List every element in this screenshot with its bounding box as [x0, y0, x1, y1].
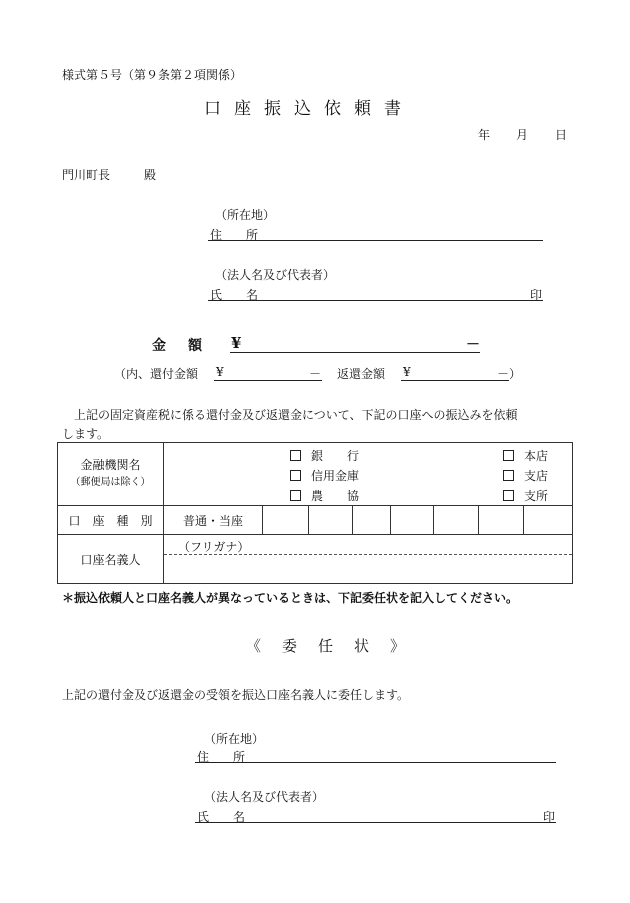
bank-name-label-cell	[58, 443, 164, 506]
checkbox-icon[interactable]	[290, 490, 301, 501]
proxy-name-field: 氏 名	[197, 810, 246, 824]
account-type-value[interactable]: 普通・当座	[164, 506, 263, 535]
account-number-digit[interactable]	[309, 506, 353, 535]
proxy-address-line[interactable]	[195, 762, 556, 763]
date-month: 月	[516, 128, 529, 142]
account-type-label: 口 座 種 別	[58, 506, 164, 535]
return-line[interactable]	[401, 380, 509, 381]
return-yen: ¥	[403, 365, 411, 379]
proxy-note: ＊振込依頼人と口座名義人が異なっているときは、下記委任状を記入してください。	[62, 591, 519, 605]
branch-type-option[interactable]: 本店	[503, 447, 548, 464]
amount-label: 金 額	[152, 338, 206, 354]
applicant-name-label: （法人名及び代表者）	[215, 268, 336, 282]
proxy-address-field: 住 所	[197, 750, 246, 764]
breakdown-open: （内、還付金額	[114, 367, 199, 381]
account-number-digit[interactable]	[353, 506, 391, 535]
bank-type-option[interactable]: 信用金庫	[290, 467, 359, 484]
checkbox-icon[interactable]	[503, 470, 514, 481]
bank-type-option[interactable]: 銀 行	[290, 447, 359, 464]
applicant-address-field: 住 所	[210, 228, 259, 242]
amount-line[interactable]	[230, 352, 480, 353]
applicant-name-line[interactable]	[208, 300, 543, 301]
applicant-name-field: 氏 名	[210, 288, 259, 302]
account-holder-cell[interactable]	[164, 535, 573, 584]
refund-line[interactable]	[214, 380, 322, 381]
request-text-2: します。	[62, 427, 110, 441]
addressee-name: 門川町長	[62, 168, 111, 182]
bank-name-label: 金融機関名	[80, 458, 141, 472]
return-label: 返還金額	[337, 367, 386, 381]
checkbox-icon[interactable]	[503, 450, 514, 461]
branch-type-option[interactable]: 支店	[503, 467, 548, 484]
amount-yen: ¥	[231, 334, 242, 352]
refund-yen: ¥	[216, 365, 224, 379]
account-number-digit[interactable]	[391, 506, 434, 535]
request-text-1: 上記の固定資産税に係る還付金及び返還金について、下記の口座への振込みを依頼	[74, 408, 518, 422]
proxy-name-line[interactable]	[195, 822, 556, 823]
checkbox-icon[interactable]	[290, 450, 301, 461]
applicant-seal: 印	[530, 288, 543, 302]
account-number-digit[interactable]	[434, 506, 479, 535]
bank-name-cell[interactable]	[164, 443, 573, 506]
proxy-seal: 印	[543, 810, 556, 824]
applicant-address-label: （所在地）	[215, 208, 276, 222]
account-holder-label: 口座名義人	[58, 535, 164, 584]
addressee-honorific: 殿	[144, 168, 157, 182]
bank-type-option[interactable]: 農 協	[290, 487, 359, 504]
account-number-digit[interactable]	[263, 506, 309, 535]
bank-name-note: （郵便局は除く）	[70, 477, 151, 488]
branch-type-option[interactable]: 支所	[503, 487, 548, 504]
applicant-address-line[interactable]	[208, 240, 543, 241]
date-day: 日	[555, 128, 568, 142]
proxy-title: 《 委 任 状 》	[246, 637, 409, 655]
document-title: 口座振込依頼書	[204, 99, 414, 119]
date-year: 年	[478, 128, 491, 142]
account-number-digit[interactable]	[524, 506, 573, 535]
return-end: －）	[497, 367, 522, 381]
checkbox-icon[interactable]	[290, 470, 301, 481]
furigana-divider	[164, 554, 572, 555]
refund-dash: －	[309, 367, 322, 381]
proxy-name-label: （法人名及び代表者）	[204, 790, 325, 804]
bank-account-table	[57, 442, 573, 584]
proxy-address-label: （所在地）	[204, 732, 265, 746]
furigana-label: （フリガナ）	[178, 540, 250, 554]
account-number-digit[interactable]	[479, 506, 524, 535]
proxy-text: 上記の還付金及び返還金の受領を振込口座名義人に委任します。	[62, 688, 410, 702]
amount-dash: －	[466, 337, 480, 353]
checkbox-icon[interactable]	[503, 490, 514, 501]
form-number: 様式第５号（第９条第２項関係）	[62, 68, 243, 82]
